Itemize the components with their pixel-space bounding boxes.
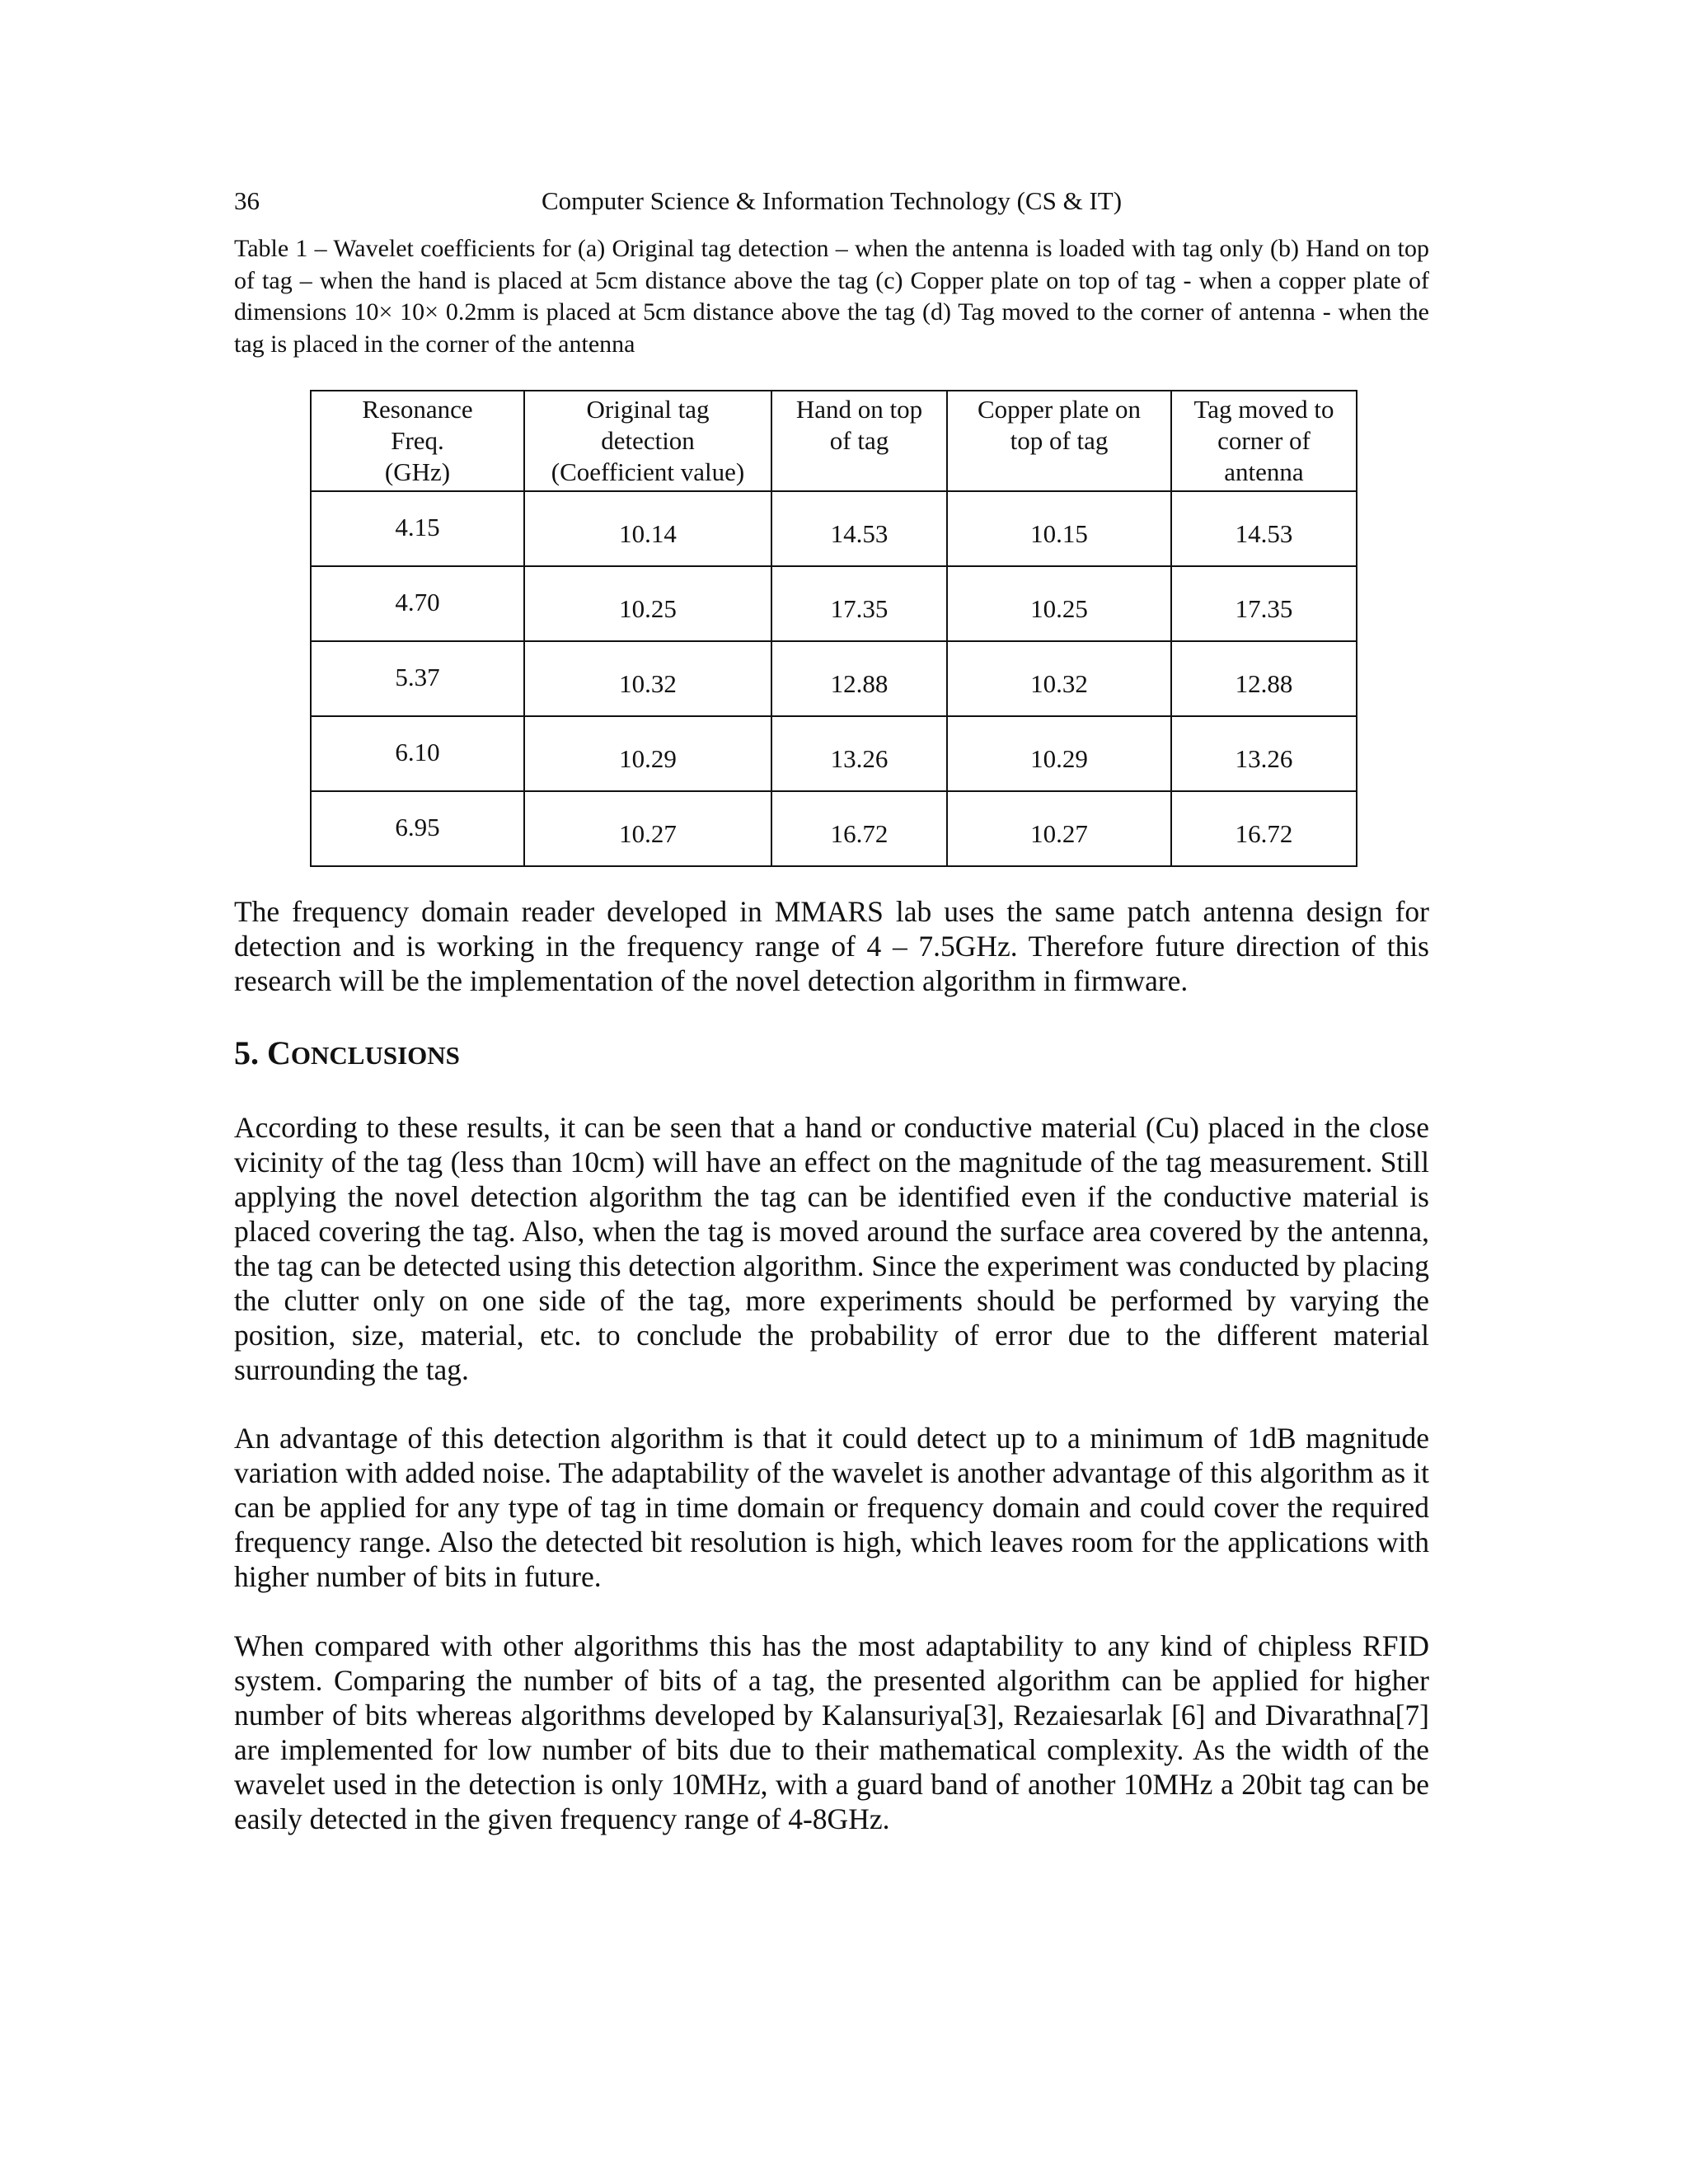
table-cell: 16.72 [771,791,947,866]
table-cell: 10.32 [524,641,771,716]
table-row [311,791,1357,866]
table-cell: 10.15 [947,491,1171,566]
table-row [311,716,1357,791]
header-line: Copper plate on [977,395,1141,424]
table-cell: 10.14 [524,491,771,566]
table-row [311,491,1357,566]
paragraph-conclusions-2: An advantage of this detection algorithm is that it could detect up to a minimum of 1dB magnitude variation with added noise. The adaptability of the wavelet is another advantage of this algorithm as it can be applied for any type of tag in time domain or frequency domain and could cover the required frequency range. Also the detected bit resolution is high, which leaves room for the applications with higher number of bits in future. [234,1422,1429,1593]
header-line: Hand on top [795,395,923,424]
header-resonance-freq [311,391,524,491]
header-line: (GHz) [384,457,451,486]
header-line: Resonance [362,395,473,424]
table-cell: 10.27 [947,791,1171,866]
header-line: Freq. [391,426,444,455]
journal-title: Computer Science & Information Technology (CS & IT) [541,186,1123,215]
table-cell-freq: 5.37 [311,641,524,716]
table-cell: 10.25 [947,566,1171,641]
table-cell-freq: 6.95 [311,791,524,866]
page-number: 36 [234,186,260,215]
table-cell: 10.27 [524,791,771,866]
header-copper-plate [947,391,1171,491]
section-title-rest: ONCLUSIONS [290,1041,460,1070]
section-title-initial: C [267,1034,291,1071]
header-line: of tag [829,426,889,455]
paragraph-conclusions-1: According to these results, it can be seen that a hand or conductive material (Cu) placed in the close vicinity of the tag (less than 10cm) will have an effect on the magnitude of the tag measurement. Still applying the novel detection algorithm the tag can be identified even if the conductive material is placed covering the tag. Also, when the tag is moved around the surface area covered by the antenna, the tag can be detected using this detection algorithm. Since the experiment was conducted by placing the clutter only on one side of the tag, more experiments should be performed by varying the position, size, material, etc. to conclude the probability of error due to the different material surrounding the tag. [234,1111,1429,1386]
table-cell: 10.29 [947,716,1171,791]
table-cell: 13.26 [1171,716,1357,791]
table-cell: 12.88 [771,641,947,716]
table-cell: 14.53 [1171,491,1357,566]
header-tag-moved [1171,391,1357,491]
header-line: (Coefficient value) [551,457,745,486]
table-caption: Table 1 – Wavelet coefficients for (a) Original tag detection – when the antenna is loaded with tag only (b) Hand on top of tag – when the hand is placed at 5cm distance above the tag (c) Copper plate on top of tag - when a copper plate of dimensions 10× 10× 0.2mm is placed at 5cm distance above the tag (d) Tag moved to the corner of antenna - when the tag is placed in the corner of the antenna [234,235,1429,358]
header-original-tag [524,391,771,491]
header-line: detection [601,426,695,455]
wavelet-coefficients-table [310,390,1357,867]
table-cell: 13.26 [771,716,947,791]
running-head [234,183,1429,219]
section-number: 5. [234,1034,259,1071]
table-cell-freq: 4.70 [311,566,524,641]
header-line: top of tag [1010,426,1109,455]
table-cell: 10.32 [947,641,1171,716]
header-line: corner of [1217,426,1311,455]
header-line: Tag moved to [1193,395,1334,424]
paragraph-reader: The frequency domain reader developed in MMARS lab uses the same patch antenna design for detection and is working in the frequency range of 4 – 7.5GHz. Therefore future direction of this research will be the implementation of the novel detection algorithm in firmware. [234,895,1429,997]
table-cell: 12.88 [1171,641,1357,716]
paragraph-conclusions-3: When compared with other algorithms this has the most adaptability to any kind of chipless RFID system. Comparing the number of bits of a tag, the presented algorithm can be applied for higher number of bits whereas algorithms developed by Kalansuriya[3], Rezaiesarlak [6] and Divarathna[7] are implemented for low number of bits due to their mathematical complexity. As the width of the wavelet used in the detection is only 10MHz, with a guard band of another 10MHz a 20bit tag can be easily detected in the given frequency range of 4-8GHz. [234,1629,1429,1835]
table-row [311,641,1357,716]
table-cell: 17.35 [771,566,947,641]
table-header-row [311,391,1357,491]
table-row [311,566,1357,641]
section-heading-conclusions [234,1032,460,1077]
table-cell: 10.29 [524,716,771,791]
header-line: antenna [1224,457,1304,486]
table-cell: 14.53 [771,491,947,566]
header-hand-on-top [771,391,947,491]
table-cell-freq: 4.15 [311,491,524,566]
table-cell: 10.25 [524,566,771,641]
table-cell: 17.35 [1171,566,1357,641]
table-cell-freq: 6.10 [311,716,524,791]
table-cell: 16.72 [1171,791,1357,866]
header-line: Original tag [586,395,710,424]
